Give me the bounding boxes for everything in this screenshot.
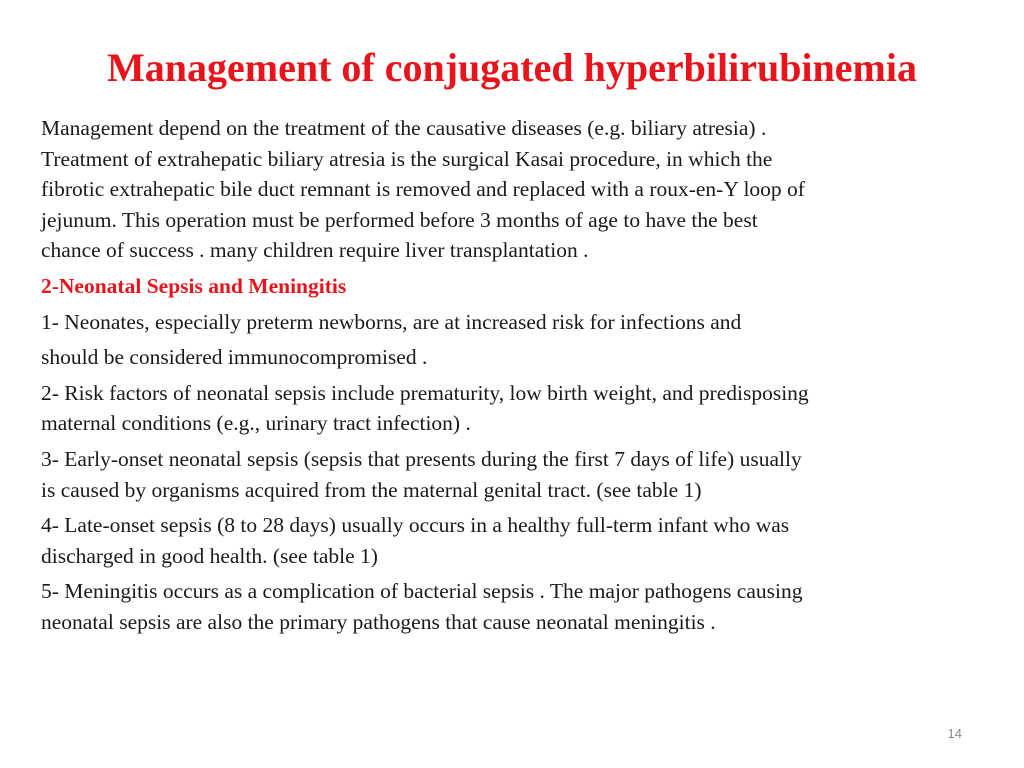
page-number: 14 — [947, 726, 962, 741]
point-2-line: 2- Risk factors of neonatal sepsis include prematurity, low birth weight, and predisposing — [41, 380, 809, 405]
slide-title: Management of conjugated hyperbilirubinemia — [107, 45, 917, 90]
point-1-line: 1- Neonates, especially preterm newborns, are at increased risk for infections and — [41, 309, 742, 334]
point-5-line: 5- Meningitis occurs as a complication of bacterial sepsis . The major pathogens causing — [41, 579, 803, 604]
point-4-line: discharged in good health. (see table 1) — [41, 543, 378, 568]
intro-line: chance of success . many children require liver transplantation . — [41, 238, 589, 263]
intro-line: jejunum. This operation must be performed before 3 months of age to have the best — [41, 207, 758, 232]
intro-line: Management depend on the treatment of the causative diseases (e.g. biliary atresia) . — [41, 116, 767, 140]
point-2-line: maternal conditions (e.g., urinary tract infection) . — [41, 411, 471, 436]
slide-content — [41, 113, 971, 638]
point-5-line: neonatal sepsis are also the primary pathogens that cause neonatal meningitis . — [41, 609, 716, 634]
intro-line: fibrotic extrahepatic bile duct remnant is removed and replaced with a roux-en-Y loop of — [41, 177, 805, 202]
section-heading: 2-Neonatal Sepsis and Meningitis — [41, 273, 347, 298]
intro-line: Treatment of extrahepatic biliary atresia is the surgical Kasai procedure, in which the — [41, 146, 773, 171]
point-3-line: 3- Early-onset neonatal sepsis (sepsis that presents during the first 7 days of life) usually — [41, 446, 802, 471]
point-1-line: should be considered immunocompromised . — [41, 345, 428, 370]
point-4-line: 4- Late-onset sepsis (8 to 28 days) usually occurs in a healthy full-term infant who was — [41, 513, 790, 538]
point-3-line: is caused by organisms acquired from the maternal genital tract. (see table 1) — [41, 477, 702, 502]
